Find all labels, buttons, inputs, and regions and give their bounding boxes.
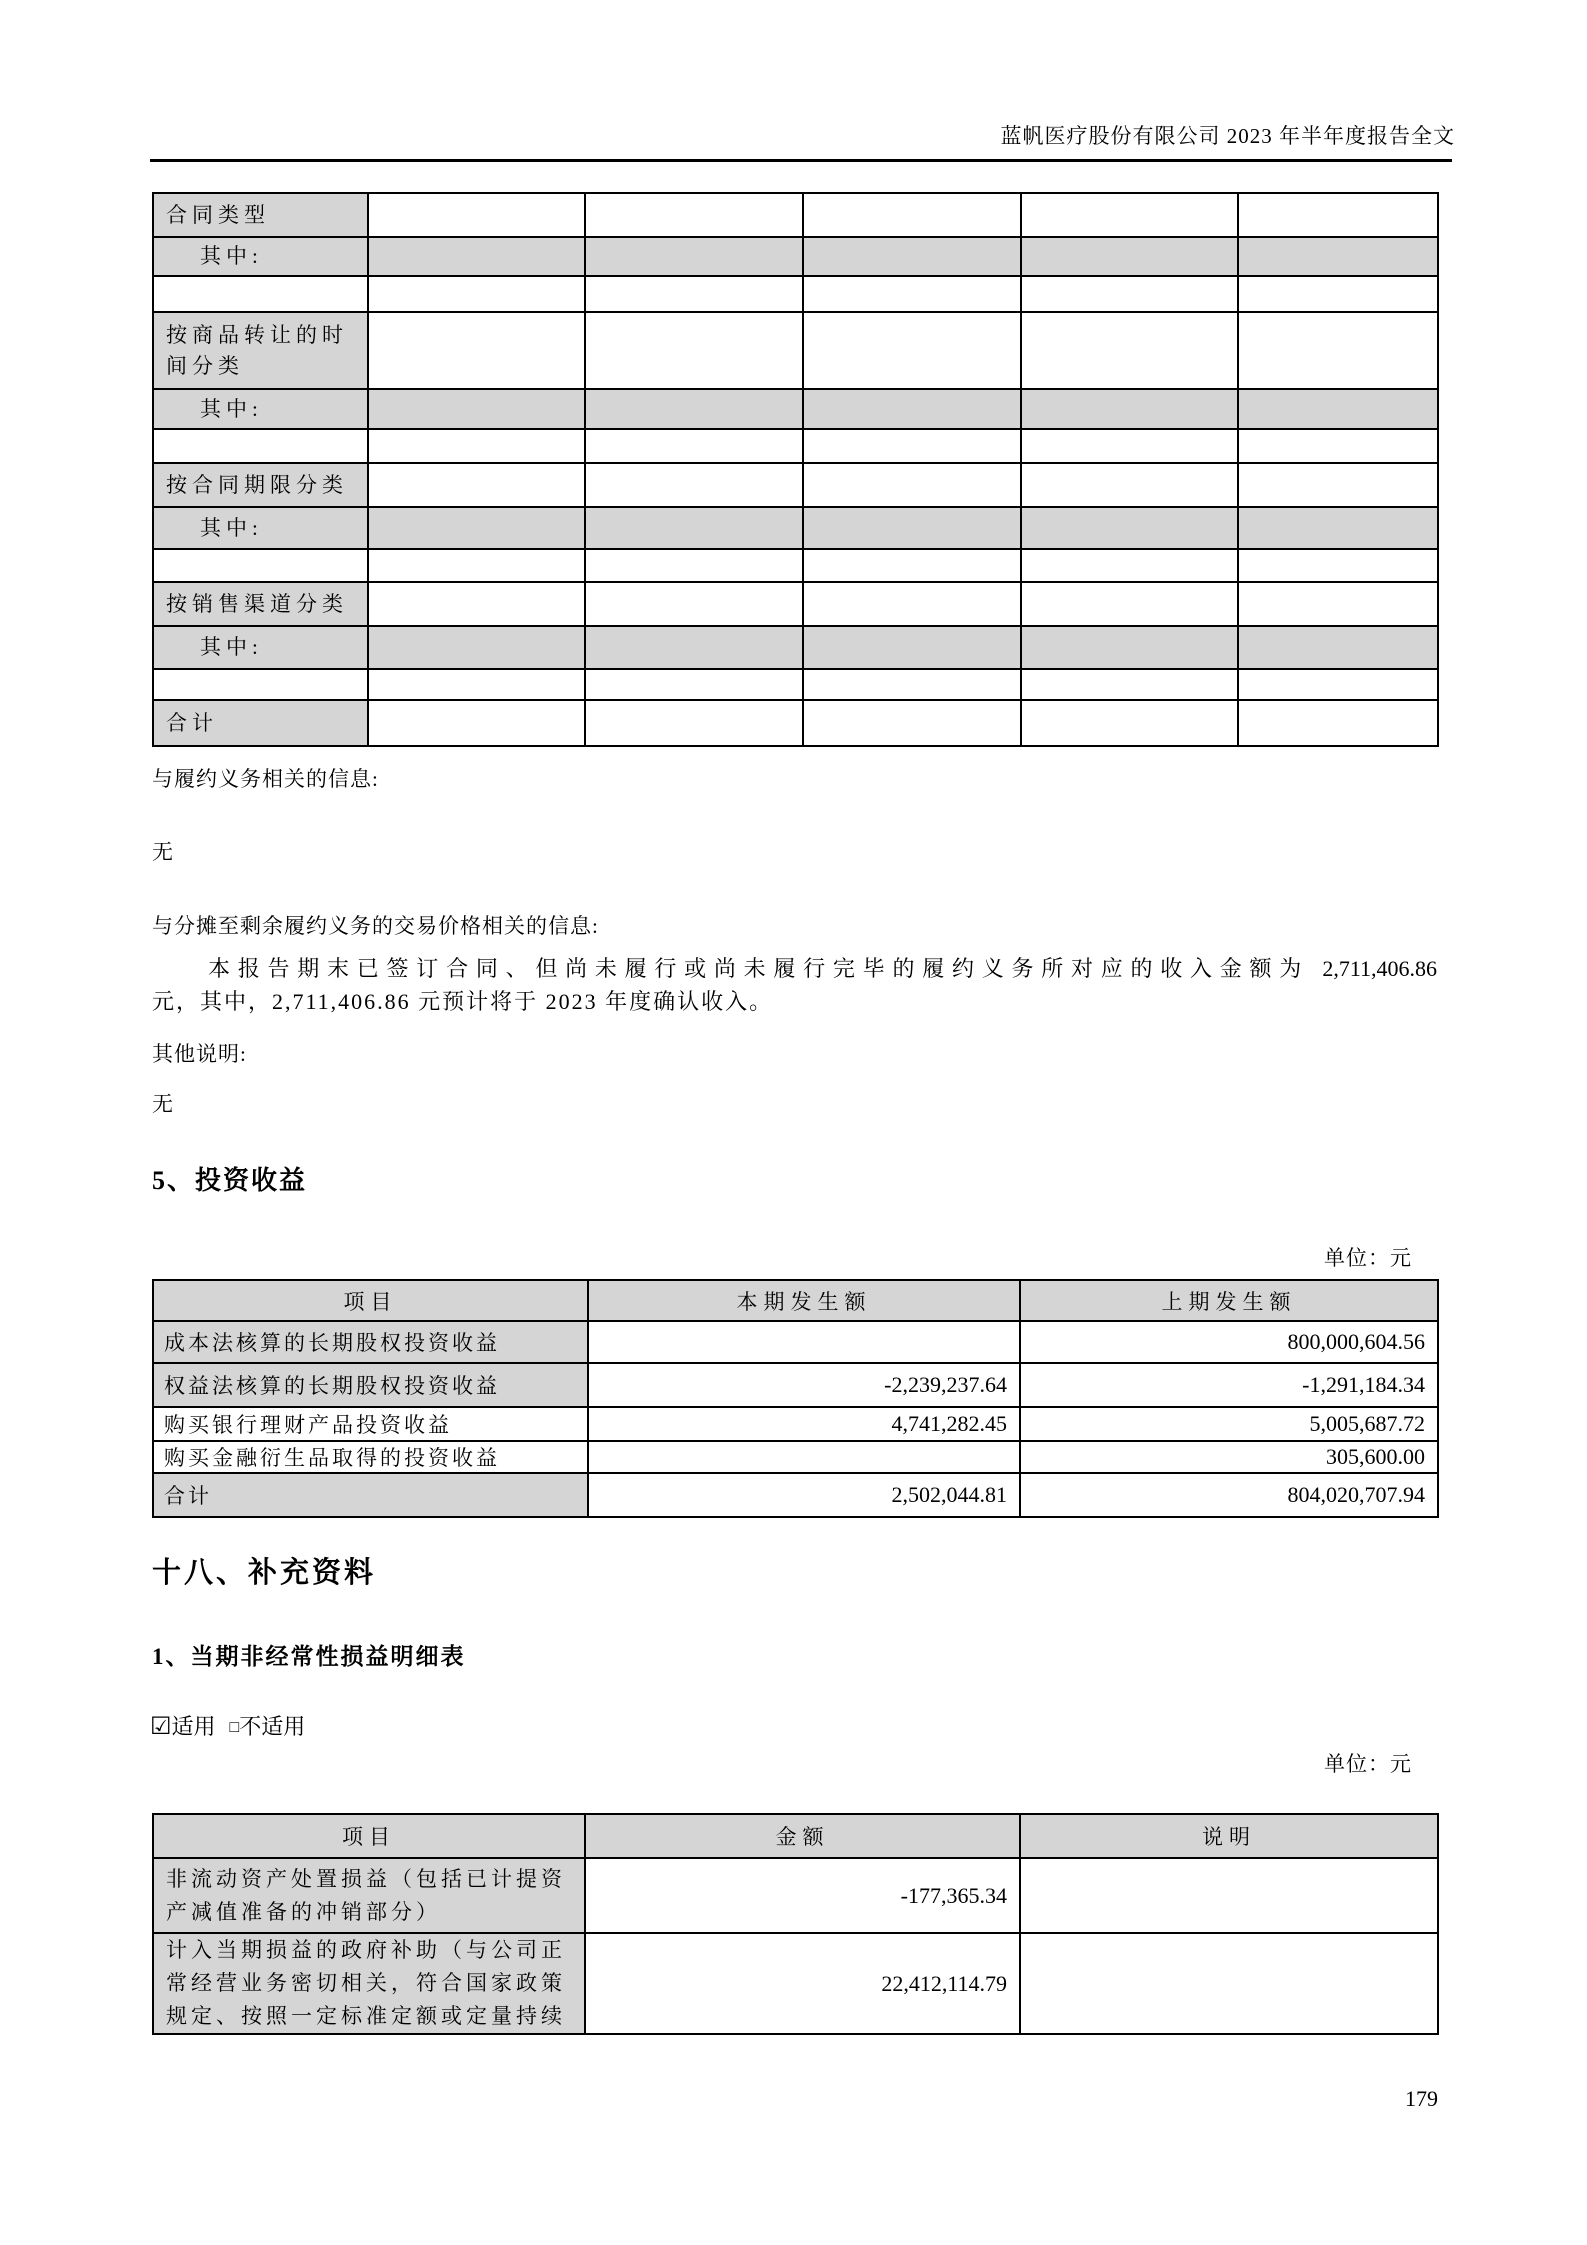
- contract-empty-cell: [1021, 700, 1238, 746]
- unit-label-investment: 单位：元: [1324, 1246, 1412, 1270]
- section-title-supplementary: 十八、补充资料: [152, 1557, 377, 1589]
- contract-empty-cell: [1021, 276, 1238, 312]
- contract-empty-cell: [803, 429, 1021, 463]
- contract-empty-cell: [1238, 463, 1438, 507]
- investment-current-amount-cell: 4,741,282.45: [588, 1407, 1020, 1441]
- nonrecurring-header-cell: 项目: [153, 1814, 585, 1858]
- contract-empty-cell: [1238, 582, 1438, 626]
- contract-empty-cell: [1238, 389, 1438, 429]
- nonrecurring-header-cell: 金额: [585, 1814, 1020, 1858]
- investment-income-table: [152, 1279, 1439, 1518]
- contract-empty-cell: [368, 669, 585, 700]
- contract-empty-cell: [1021, 429, 1238, 463]
- contract-empty-cell: [1021, 626, 1238, 669]
- contract-empty-cell: [1238, 549, 1438, 582]
- contract-empty-cell: [585, 463, 803, 507]
- contract-empty-cell: [1021, 193, 1238, 237]
- investment-item-cell: 成本法核算的长期股权投资收益: [153, 1321, 588, 1363]
- nonrecurring-items-table: [152, 1813, 1439, 2035]
- contract-empty-cell: [368, 507, 585, 549]
- section-title-investment-income: 5、投资收益: [152, 1166, 308, 1195]
- contract-row-label-cell: [153, 549, 368, 582]
- other-note-none: 无: [152, 1092, 174, 1116]
- investment-table-row: [153, 1363, 1438, 1407]
- contract-empty-cell: [1238, 193, 1438, 237]
- nonrecurring-note-cell: [1020, 1858, 1438, 1933]
- investment-prior-amount-cell: -1,291,184.34: [1020, 1363, 1438, 1407]
- subsection-title-nonrecurring: 1、当期非经常性损益明细表: [152, 1644, 466, 1669]
- contract-row-label-cell: 合计: [153, 700, 368, 746]
- investment-prior-amount-cell: 5,005,687.72: [1020, 1407, 1438, 1441]
- unchecked-checkbox-icon: □: [229, 1719, 240, 1736]
- contract-table-body: [153, 193, 1438, 746]
- investment-current-amount-cell: 2,502,044.81: [588, 1473, 1020, 1517]
- contract-empty-cell: [803, 389, 1021, 429]
- checked-checkbox-icon: ☑: [150, 1714, 172, 1740]
- contract-table-row: [153, 582, 1438, 626]
- nonrecurring-note-cell: [1020, 1933, 1438, 2034]
- investment-table-row: [153, 1441, 1438, 1473]
- investment-table-row: [153, 1407, 1438, 1441]
- investment-header-cell: 本期发生额: [588, 1280, 1020, 1321]
- nonrecurring-table-row: [153, 1858, 1438, 1933]
- contract-empty-cell: [803, 193, 1021, 237]
- contract-table-row: [153, 463, 1438, 507]
- contract-row-label-cell: 按商品转让的时间分类: [153, 312, 368, 389]
- contract-empty-cell: [1021, 507, 1238, 549]
- contract-empty-cell: [368, 549, 585, 582]
- investment-item-cell: 购买金融衍生品取得的投资收益: [153, 1441, 588, 1473]
- contract-empty-cell: [803, 669, 1021, 700]
- contract-empty-cell: [1238, 237, 1438, 276]
- contract-empty-cell: [1238, 700, 1438, 746]
- nonrecurring-amount-cell: -177,365.34: [585, 1858, 1020, 1933]
- contract-empty-cell: [368, 193, 585, 237]
- contract-empty-cell: [1238, 669, 1438, 700]
- remaining-obligation-paragraph-line1: 本报告期末已签订合同、但尚未履行或尚未履行完毕的履约义务所对应的收入金额为 2,711,406.86: [208, 956, 1437, 981]
- contract-empty-cell: [1021, 669, 1238, 700]
- nonrecurring-amount-cell: 22,412,114.79: [585, 1933, 1020, 2034]
- unit-label-nonrecurring: 单位：元: [1324, 1752, 1412, 1776]
- nonrecurring-item-cell: 计入当期损益的政府补助（与公司正常经营业务密切相关，符合国家政策规定、按照一定标准定额或定量持续: [153, 1933, 585, 2034]
- contract-empty-cell: [585, 549, 803, 582]
- contract-empty-cell: [368, 389, 585, 429]
- investment-current-amount-cell: [588, 1321, 1020, 1363]
- contract-empty-cell: [1238, 429, 1438, 463]
- contract-empty-cell: [585, 312, 803, 389]
- contract-table-row: [153, 193, 1438, 237]
- page-number: 179: [1405, 2086, 1438, 2111]
- contract-row-label-cell: 其中:: [153, 626, 368, 669]
- contract-empty-cell: [368, 582, 585, 626]
- investment-current-amount-cell: -2,239,237.64: [588, 1363, 1020, 1407]
- contract-empty-cell: [368, 700, 585, 746]
- nonrecurring-item-cell: 非流动资产处置损益（包括已计提资产减值准备的冲销部分）: [153, 1858, 585, 1933]
- contract-table-row: [153, 507, 1438, 549]
- not-applicable-label: 不适用: [239, 1714, 306, 1739]
- contract-empty-cell: [803, 626, 1021, 669]
- contract-empty-cell: [803, 549, 1021, 582]
- allocation-info-label: 与分摊至剩余履约义务的交易价格相关的信息:: [152, 914, 599, 938]
- investment-item-cell: 权益法核算的长期股权投资收益: [153, 1363, 588, 1407]
- contract-empty-cell: [585, 276, 803, 312]
- contract-table-row: [153, 549, 1438, 582]
- contract-table-row: [153, 429, 1438, 463]
- nonrecurring-table-body: [153, 1814, 1438, 2034]
- contract-empty-cell: [368, 626, 585, 669]
- contract-empty-cell: [1238, 626, 1438, 669]
- contract-empty-cell: [803, 507, 1021, 549]
- contract-empty-cell: [1021, 237, 1238, 276]
- contract-empty-cell: [368, 312, 585, 389]
- remaining-obligation-paragraph-line2: 元，其中，2,711,406.86 元预计将于 2023 年度确认收入。: [152, 989, 774, 1014]
- contract-empty-cell: [1238, 276, 1438, 312]
- investment-prior-amount-cell: 305,600.00: [1020, 1441, 1438, 1473]
- investment-current-amount-cell: [588, 1441, 1020, 1473]
- investment-header-row: [153, 1280, 1438, 1321]
- contract-row-label-cell: 按销售渠道分类: [153, 582, 368, 626]
- contract-empty-cell: [585, 582, 803, 626]
- contract-empty-cell: [803, 237, 1021, 276]
- contract-empty-cell: [368, 429, 585, 463]
- contract-row-label-cell: 其中:: [153, 237, 368, 276]
- investment-item-cell: 购买银行理财产品投资收益: [153, 1407, 588, 1441]
- contract-empty-cell: [585, 700, 803, 746]
- contract-empty-cell: [585, 429, 803, 463]
- contract-empty-cell: [1021, 389, 1238, 429]
- contract-table-row: [153, 669, 1438, 700]
- page-header-title: 蓝帆医疗股份有限公司 2023 年半年度报告全文: [1000, 124, 1455, 148]
- contract-row-label-cell: 其中:: [153, 507, 368, 549]
- contract-table-row: [153, 312, 1438, 389]
- contract-empty-cell: [1021, 463, 1238, 507]
- performance-info-none: 无: [152, 840, 174, 864]
- other-note-label: 其他说明:: [152, 1042, 247, 1066]
- investment-table-row: [153, 1321, 1438, 1363]
- applicability-line: [150, 1710, 305, 1741]
- nonrecurring-header-row: [153, 1814, 1438, 1858]
- contract-empty-cell: [585, 389, 803, 429]
- investment-prior-amount-cell: 800,000,604.56: [1020, 1321, 1438, 1363]
- contract-empty-cell: [1238, 507, 1438, 549]
- contract-empty-cell: [585, 237, 803, 276]
- contract-table-row: [153, 389, 1438, 429]
- contract-table-row: [153, 700, 1438, 746]
- investment-table-body: [153, 1280, 1438, 1517]
- contract-empty-cell: [1021, 549, 1238, 582]
- contract-row-label-cell: 其中:: [153, 389, 368, 429]
- contract-empty-cell: [1238, 312, 1438, 389]
- contract-empty-cell: [585, 193, 803, 237]
- contract-empty-cell: [803, 312, 1021, 389]
- investment-table-row: [153, 1473, 1438, 1517]
- contract-table-row: [153, 237, 1438, 276]
- contract-empty-cell: [803, 463, 1021, 507]
- nonrecurring-header-cell: 说明: [1020, 1814, 1438, 1858]
- nonrecurring-table-row: [153, 1933, 1438, 2034]
- header-divider: [150, 159, 1452, 162]
- contract-empty-cell: [803, 582, 1021, 626]
- contract-row-label-cell: [153, 669, 368, 700]
- contract-row-label-cell: 按合同期限分类: [153, 463, 368, 507]
- contract-empty-cell: [803, 700, 1021, 746]
- investment-header-cell: 上期发生额: [1020, 1280, 1438, 1321]
- contract-table-row: [153, 626, 1438, 669]
- contract-row-label-cell: [153, 429, 368, 463]
- contract-empty-cell: [585, 507, 803, 549]
- contract-empty-cell: [368, 237, 585, 276]
- contract-empty-cell: [368, 463, 585, 507]
- contract-empty-cell: [1021, 582, 1238, 626]
- contract-table-row: [153, 276, 1438, 312]
- contract-empty-cell: [368, 276, 585, 312]
- investment-item-cell: 合计: [153, 1473, 588, 1517]
- contract-row-label-cell: [153, 276, 368, 312]
- contract-row-label-cell: 合同类型: [153, 193, 368, 237]
- contract-empty-cell: [803, 276, 1021, 312]
- contract-breakdown-table: [152, 192, 1439, 747]
- contract-empty-cell: [585, 669, 803, 700]
- contract-empty-cell: [585, 626, 803, 669]
- applicable-label: 适用: [171, 1714, 216, 1739]
- performance-info-label: 与履约义务相关的信息:: [152, 767, 379, 791]
- investment-prior-amount-cell: 804,020,707.94: [1020, 1473, 1438, 1517]
- contract-empty-cell: [1021, 312, 1238, 389]
- investment-header-cell: 项目: [153, 1280, 588, 1321]
